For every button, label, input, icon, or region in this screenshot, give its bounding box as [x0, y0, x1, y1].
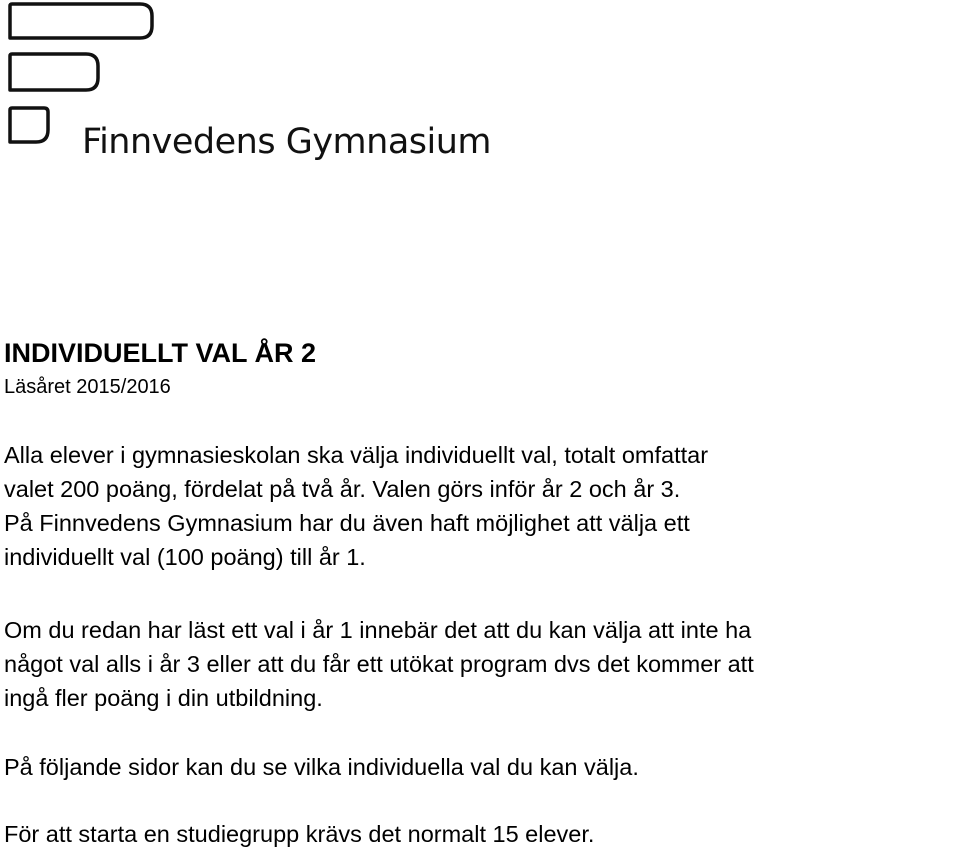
paragraph-following-pages: På följande sidor kan du se vilka individuella val du kan välja.	[4, 754, 639, 780]
paragraph-line: något val alls i år 3 eller att du får ett utökat program dvs det kommer att	[4, 651, 754, 677]
paragraph-study-group: För att starta en studiegrupp krävs det normalt 15 elever.	[4, 821, 595, 847]
paragraph-year1-info	[4, 613, 754, 715]
paragraph-line: Om du redan har läst ett val i år 1 innebär det att du kan välja att inte ha	[4, 617, 752, 643]
paragraph-line: valet 200 poäng, fördelat på två år. Valen görs inför år 2 och år 3.	[4, 476, 681, 502]
paragraph-line: individuellt val (100 poäng) till år 1.	[4, 544, 366, 570]
page-subtitle: Läsåret 2015/2016	[4, 376, 171, 398]
logo-text: Finnvedens Gymnasium	[82, 122, 492, 162]
paragraph-line: Alla elever i gymnasieskolan ska välja individuellt val, totalt omfattar	[4, 442, 709, 468]
school-logo	[0, 0, 492, 170]
paragraph-intro	[4, 438, 708, 574]
paragraph-line: ingå fler poäng i din utbildning.	[4, 685, 323, 711]
page-title: INDIVIDUELLT VAL ÅR 2	[4, 338, 317, 368]
paragraph-line: På Finnvedens Gymnasium har du även haft möjlighet att välja ett	[4, 510, 690, 536]
